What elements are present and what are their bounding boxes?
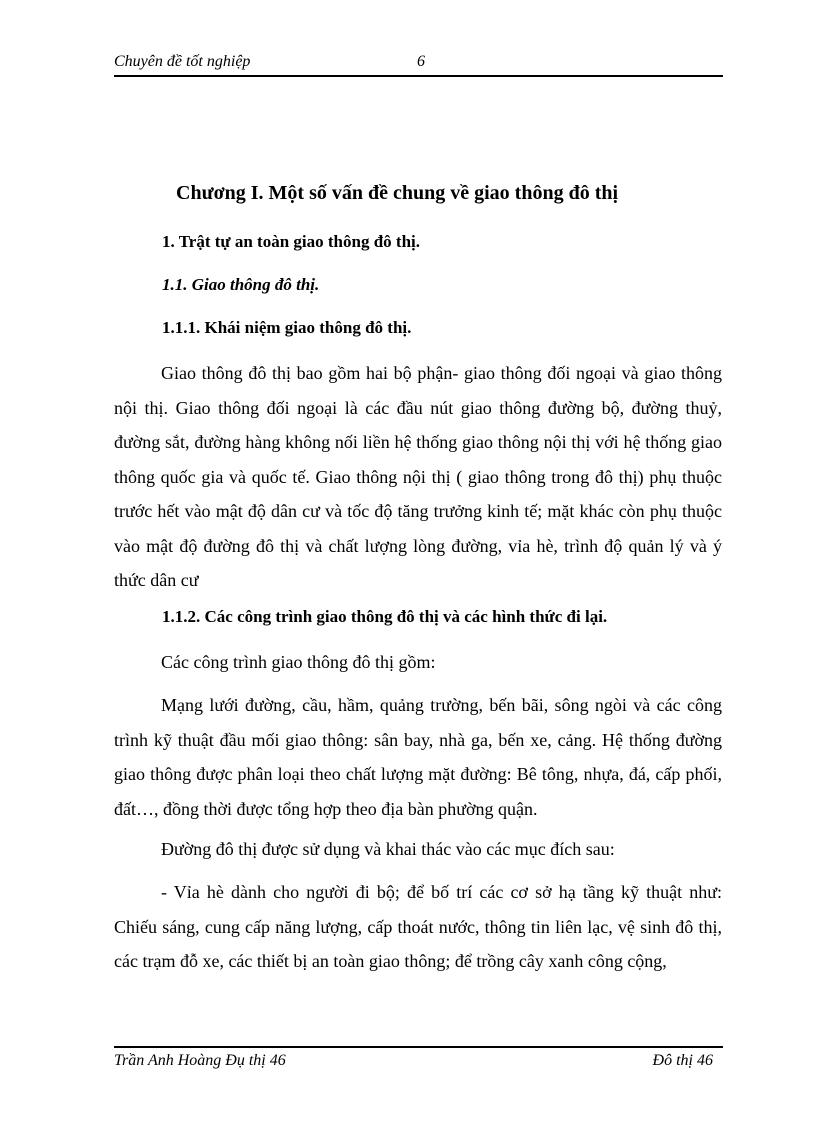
page-header bbox=[114, 51, 723, 77]
section-heading-1-1-2: 1.1.2. Các công trình giao thông đô thị và các hình thức đi lại. bbox=[162, 607, 608, 626]
page-footer bbox=[114, 1046, 723, 1072]
paragraph-usage-intro: Đường đô thị được sử dụng và khai thác vào các mục đích sau: bbox=[161, 839, 615, 859]
page-number: 6 bbox=[417, 53, 425, 70]
header-title: Chuyên đề tốt nghiệp bbox=[114, 53, 251, 70]
paragraph-sidewalk: - Vỉa hè dành cho người đi bộ; để bố trí các cơ sở hạ tầng kỹ thuật như: Chiếu sáng, cung cấp năng lượng, cấp thoát nước, thông tin liên lạc, vệ sinh đô thị, các trạm đỗ xe, các thiết bị an toàn giao thông; để trồng cây xanh công cộng, bbox=[114, 882, 722, 971]
footer-author: Trần Anh Hoàng Đụ thị 46 bbox=[114, 1052, 286, 1069]
section-heading-1-1-1: 1.1.1. Khái niệm giao thông đô thị. bbox=[162, 318, 412, 337]
chapter-title: Chương I. Một số vấn đề chung về giao thông đô thị bbox=[176, 182, 619, 204]
paragraph-works-intro: Các công trình giao thông đô thị gồm: bbox=[161, 652, 436, 672]
section-heading-1-1: 1.1. Giao thông đô thị. bbox=[162, 275, 320, 294]
footer-class: Đô thị 46 bbox=[652, 1052, 713, 1069]
paragraph-network: Mạng lưới đường, cầu, hầm, quảng trường, bến bãi, sông ngòi và các công trình kỹ thuật đầu mối giao thông: sân bay, nhà ga, bến xe, cảng. Hệ thống đường giao thông được phân loại theo chất lượng mặt đường: Bê tông, nhựa, đá, cấp phối, đất…, đồng thời được tổng hợp theo địa bàn phường quận. bbox=[114, 695, 722, 819]
section-heading-1: 1. Trật tự an toàn giao thông đô thị. bbox=[162, 232, 420, 251]
paragraph-definition: Giao thông đô thị bao gồm hai bộ phận- giao thông đối ngoại và giao thông nội thị. Giao thông đối ngoại là các đầu nút giao thông đường bộ, đường thuỷ, đường sắt, đường hàng không nối liền hệ thống giao thông nội thị với hệ thống giao thông quốc gia và quốc tế. Giao thông nội thị ( giao thông trong đô thị) phụ thuộc trước hết vào mật độ dân cư và tốc độ tăng trưởng kinh tế; mặt khác còn phụ thuộc vào mật độ đường đô thị và chất lượng lòng đường, vỉa hè, trình độ quản lý và ý thức dân cư bbox=[114, 363, 722, 590]
